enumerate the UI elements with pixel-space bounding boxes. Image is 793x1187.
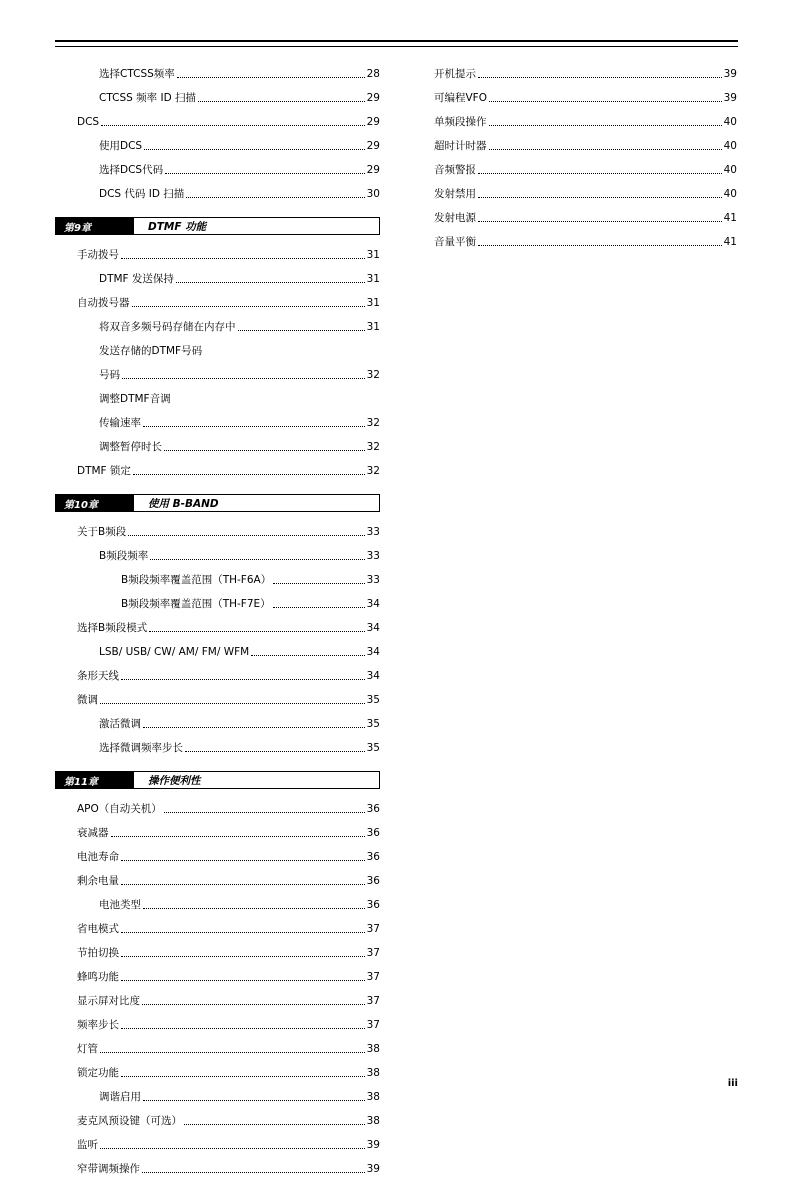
toc-entry[interactable] (55, 598, 380, 611)
toc-entry-label: 调谐启用 (99, 1091, 141, 1103)
toc-entry[interactable] (55, 718, 380, 731)
toc-entry[interactable] (55, 1067, 380, 1080)
toc-leader-dots (204, 346, 378, 355)
toc-entry-page: 30 (366, 188, 380, 200)
toc-entry[interactable] (55, 465, 380, 478)
toc-entry[interactable] (55, 68, 380, 81)
toc-entry[interactable] (412, 92, 737, 105)
toc-leader-dots (478, 68, 722, 78)
toc-entry-label: 可编程VFO (434, 92, 487, 104)
toc-entry[interactable] (55, 622, 380, 635)
toc-leader-dots (122, 369, 365, 379)
toc-entry-label: 将双音多频号码存储在内存中 (99, 321, 236, 333)
toc-leader-dots (489, 140, 722, 150)
toc-entry-label: 频率步长 (77, 1019, 119, 1031)
chapter-header (55, 771, 380, 789)
toc-entry-label: 选择DCS代码 (99, 164, 164, 176)
toc-leader-dots (489, 116, 722, 126)
toc-entry[interactable] (55, 393, 380, 406)
toc-entry[interactable] (412, 140, 737, 153)
toc-entry-page: 36 (366, 851, 380, 863)
page-number: iii (727, 1078, 738, 1089)
toc-entry-label: 监听 (77, 1139, 98, 1151)
toc-leader-dots (478, 164, 722, 174)
toc-leader-dots (149, 622, 364, 632)
toc-entry-label: 衰减器 (77, 827, 109, 839)
toc-entry-label: DCS (77, 116, 100, 128)
toc-leader-dots (121, 670, 365, 680)
toc-entry-label: 选择微调频率步长 (99, 742, 183, 754)
toc-leader-dots (478, 236, 722, 246)
toc-entry-page: 29 (366, 164, 380, 176)
toc-entry[interactable] (55, 140, 380, 153)
toc-leader-dots (121, 851, 365, 861)
toc-leader-dots (121, 875, 365, 885)
toc-entry[interactable] (412, 188, 737, 201)
toc-entry-page: 28 (366, 68, 380, 80)
toc-entry[interactable] (55, 249, 380, 262)
toc-entry-page: 33 (366, 574, 380, 586)
toc-entry[interactable] (55, 164, 380, 177)
toc-entry-label: 条形天线 (77, 670, 119, 682)
toc-entry-label: DTMF 锁定 (77, 465, 131, 477)
toc-leader-dots (144, 140, 365, 150)
toc-leader-dots (185, 742, 365, 752)
toc-leader-dots (143, 899, 365, 909)
toc-entry-page: 36 (366, 827, 380, 839)
toc-leader-dots (150, 550, 364, 560)
toc-entry[interactable] (55, 851, 380, 864)
chapter-number: 第9章 (56, 218, 134, 234)
toc-entry-label: 灯管 (77, 1043, 98, 1055)
toc-leader-dots (128, 526, 364, 536)
toc-entry-label: 显示屏对比度 (77, 995, 140, 1007)
toc-entry[interactable] (412, 236, 737, 249)
toc-leader-dots (121, 971, 365, 981)
toc-leader-dots (143, 1091, 365, 1101)
chapter-title: 使用 B-BAND (134, 495, 379, 511)
toc-entry-label: 微调 (77, 694, 98, 706)
toc-leader-dots (143, 417, 365, 427)
toc-entry-page: 40 (723, 116, 737, 128)
toc-entry[interactable] (55, 92, 380, 105)
toc-entry[interactable] (55, 550, 380, 563)
toc-entry[interactable] (55, 273, 380, 286)
toc-entry[interactable] (55, 694, 380, 707)
toc-entry-page: 29 (366, 116, 380, 128)
toc-entry-page: 37 (366, 947, 380, 959)
toc-entry[interactable] (55, 116, 380, 129)
toc-entry[interactable] (55, 646, 380, 659)
toc-column-right (412, 68, 737, 1187)
toc-entry-label: 关于B频段 (77, 526, 127, 538)
toc-entry-page: 38 (366, 1091, 380, 1103)
toc-entry-label: 手动拨号 (77, 249, 119, 261)
toc-entry-label: 调整暂停时长 (99, 441, 162, 453)
toc-entry-label: 音量平衡 (434, 236, 476, 248)
toc-entry-label: 调整DTMF音调 (99, 393, 171, 405)
toc-leader-dots (164, 803, 365, 813)
toc-entry[interactable] (55, 742, 380, 755)
toc-leader-dots (478, 212, 722, 222)
toc-leader-dots (111, 827, 365, 837)
toc-entry-page: 33 (366, 526, 380, 538)
toc-entry-page: 34 (366, 622, 380, 634)
toc-leader-dots (143, 718, 365, 728)
header-rule-thin (55, 46, 738, 47)
toc-entry-page: 40 (723, 164, 737, 176)
toc-leader-dots (273, 598, 365, 608)
toc-entry-label: 蜂鸣功能 (77, 971, 119, 983)
toc-entry-page: 35 (366, 718, 380, 730)
toc-entry[interactable] (55, 1091, 380, 1104)
toc-entry-label: 发送存储的DTMF号码 (99, 345, 203, 357)
toc-entry[interactable] (55, 526, 380, 539)
toc-entry-label: 选择B频段模式 (77, 622, 148, 634)
toc-entry[interactable] (55, 1019, 380, 1032)
toc-entry[interactable] (55, 1139, 380, 1152)
toc-entry-page: 29 (366, 92, 380, 104)
toc-entry[interactable] (55, 1043, 380, 1056)
toc-entry-label: 剩余电量 (77, 875, 119, 887)
toc-entry-label: DTMF 发送保持 (99, 273, 174, 285)
toc-entry-page: 31 (366, 273, 380, 285)
toc-entry-page: 32 (366, 417, 380, 429)
toc-entry-label: 选择CTCSS频率 (99, 68, 175, 80)
toc-entry[interactable] (55, 803, 380, 816)
toc-entry-page: 34 (366, 598, 380, 610)
toc-entry[interactable] (412, 116, 737, 129)
toc-entry-page: 32 (366, 465, 380, 477)
toc-entry[interactable] (55, 369, 380, 382)
toc-entry-page: 35 (366, 694, 380, 706)
toc-entry-label: 窄带调频操作 (77, 1163, 140, 1175)
toc-entry-label: APO（自动关机） (77, 803, 162, 815)
toc-leader-dots (478, 188, 722, 198)
toc-entry-page: 33 (366, 550, 380, 562)
toc-entry[interactable] (55, 971, 380, 984)
toc-entry-page: 34 (366, 670, 380, 682)
toc-leader-dots (121, 1067, 365, 1077)
toc-entry-page: 38 (366, 1043, 380, 1055)
toc-leader-dots (186, 188, 364, 198)
toc-entry-label: B频段频率 (99, 550, 149, 562)
toc-entry-page: 39 (366, 1163, 380, 1175)
toc-entry-page: 36 (366, 875, 380, 887)
toc-entry[interactable] (55, 188, 380, 201)
toc-entry-page: 34 (366, 646, 380, 658)
toc-entry-page: 38 (366, 1067, 380, 1079)
toc-entry[interactable] (55, 947, 380, 960)
toc-entry-label: DCS 代码 ID 扫描 (99, 188, 185, 200)
chapter-title: 操作便利性 (134, 772, 379, 788)
toc-entry-label: 传输速率 (99, 417, 141, 429)
toc-entry-page: 39 (723, 92, 737, 104)
toc-entry[interactable] (55, 321, 380, 334)
toc-entry-page: 37 (366, 1019, 380, 1031)
toc-entry-page: 37 (366, 971, 380, 983)
toc-leader-dots (101, 116, 365, 126)
toc-leader-dots (273, 574, 364, 584)
toc-entry-page: 38 (366, 1115, 380, 1127)
toc-entry-page: 41 (723, 212, 737, 224)
toc-entry-label: 锁定功能 (77, 1067, 119, 1079)
chapter-number: 第11章 (56, 772, 134, 788)
toc-entry-page: 29 (366, 140, 380, 152)
toc-leader-dots (184, 1115, 365, 1125)
toc-entry[interactable] (55, 899, 380, 912)
toc-entry-page: 31 (366, 321, 380, 333)
toc-leader-dots (100, 1139, 365, 1149)
toc-entry-page: 37 (366, 995, 380, 1007)
toc-entry[interactable] (412, 164, 737, 177)
toc-entry-page: 35 (366, 742, 380, 754)
toc-column-left (55, 68, 380, 1187)
toc-leader-dots (121, 1019, 365, 1029)
toc-entry-label: 发射电源 (434, 212, 476, 224)
toc-entry[interactable] (55, 441, 380, 454)
toc-entry[interactable] (55, 670, 380, 683)
toc-entry-label: LSB/ USB/ CW/ AM/ FM/ WFM (99, 646, 250, 658)
toc-entry-page: 39 (723, 68, 737, 80)
toc-leader-dots (238, 321, 365, 331)
toc-entry-label: 号码 (99, 369, 120, 381)
toc-leader-dots (251, 646, 364, 656)
toc-leader-dots (142, 1163, 365, 1173)
toc-leader-dots (164, 441, 365, 451)
chapter-number: 第10章 (56, 495, 134, 511)
toc-leader-dots (100, 1043, 365, 1053)
toc-entry[interactable] (412, 68, 737, 81)
toc-entry[interactable] (55, 995, 380, 1008)
toc-entry-label: B频段频率覆盖范围（TH-F7E） (121, 598, 271, 610)
toc-entry-label: 超时计时器 (434, 140, 487, 152)
toc-leader-dots (176, 273, 365, 283)
toc-entry-label: 单频段操作 (434, 116, 487, 128)
toc-entry-label: 发射禁用 (434, 188, 476, 200)
toc-leader-dots (165, 164, 365, 174)
toc-entry-page: 37 (366, 923, 380, 935)
toc-entry[interactable] (55, 1115, 380, 1128)
toc-entry-label: 自动拨号器 (77, 297, 130, 309)
header-rule-thick (55, 40, 738, 42)
toc-entry-label: 麦克风预设键（可选） (77, 1115, 182, 1127)
toc-entry-label: 使用DCS (99, 140, 143, 152)
chapter-header (55, 217, 380, 235)
toc-entry-label: 开机提示 (434, 68, 476, 80)
toc-entry-label: 电池寿命 (77, 851, 119, 863)
toc-leader-dots (177, 68, 365, 78)
toc-entry[interactable] (55, 875, 380, 888)
toc-entry-label: 省电模式 (77, 923, 119, 935)
toc-entry-page: 32 (366, 441, 380, 453)
toc-entry-page: 31 (366, 249, 380, 261)
toc-entry-label: 激活微调 (99, 718, 141, 730)
toc-leader-dots (121, 947, 365, 957)
toc-entry-page: 32 (366, 369, 380, 381)
toc-entry-label: 节拍切换 (77, 947, 119, 959)
toc-entry-page: 36 (366, 803, 380, 815)
toc-entry-label: 电池类型 (99, 899, 141, 911)
chapter-title: DTMF 功能 (134, 218, 379, 234)
toc-entry-page: 31 (366, 297, 380, 309)
toc-entry[interactable] (55, 417, 380, 430)
toc-leader-dots (132, 297, 365, 307)
chapter-header (55, 494, 380, 512)
toc-leader-dots (121, 923, 365, 933)
toc-entry[interactable] (55, 297, 380, 310)
toc-leader-dots (173, 394, 378, 403)
toc-entry[interactable] (55, 1163, 380, 1176)
toc-leader-dots (100, 694, 365, 704)
toc-entry-label: B频段频率覆盖范围（TH-F6A） (121, 574, 272, 586)
toc-leader-dots (142, 995, 365, 1005)
toc-leader-dots (489, 92, 722, 102)
toc-entry[interactable] (55, 574, 380, 587)
toc-entry[interactable] (55, 345, 380, 358)
toc-leader-dots (121, 249, 365, 259)
toc-entry-page: 40 (723, 188, 737, 200)
toc-entry[interactable] (412, 212, 737, 225)
toc-entry-label: 音频警报 (434, 164, 476, 176)
toc-entry-label: CTCSS 频率 ID 扫描 (99, 92, 196, 104)
toc-leader-dots (133, 465, 365, 475)
toc-columns (55, 68, 738, 1187)
toc-entry-page: 41 (723, 236, 737, 248)
toc-entry-page: 40 (723, 140, 737, 152)
toc-entry-page: 36 (366, 899, 380, 911)
toc-entry[interactable] (55, 827, 380, 840)
toc-entry[interactable] (55, 923, 380, 936)
toc-leader-dots (198, 92, 365, 102)
toc-entry-page: 39 (366, 1139, 380, 1151)
